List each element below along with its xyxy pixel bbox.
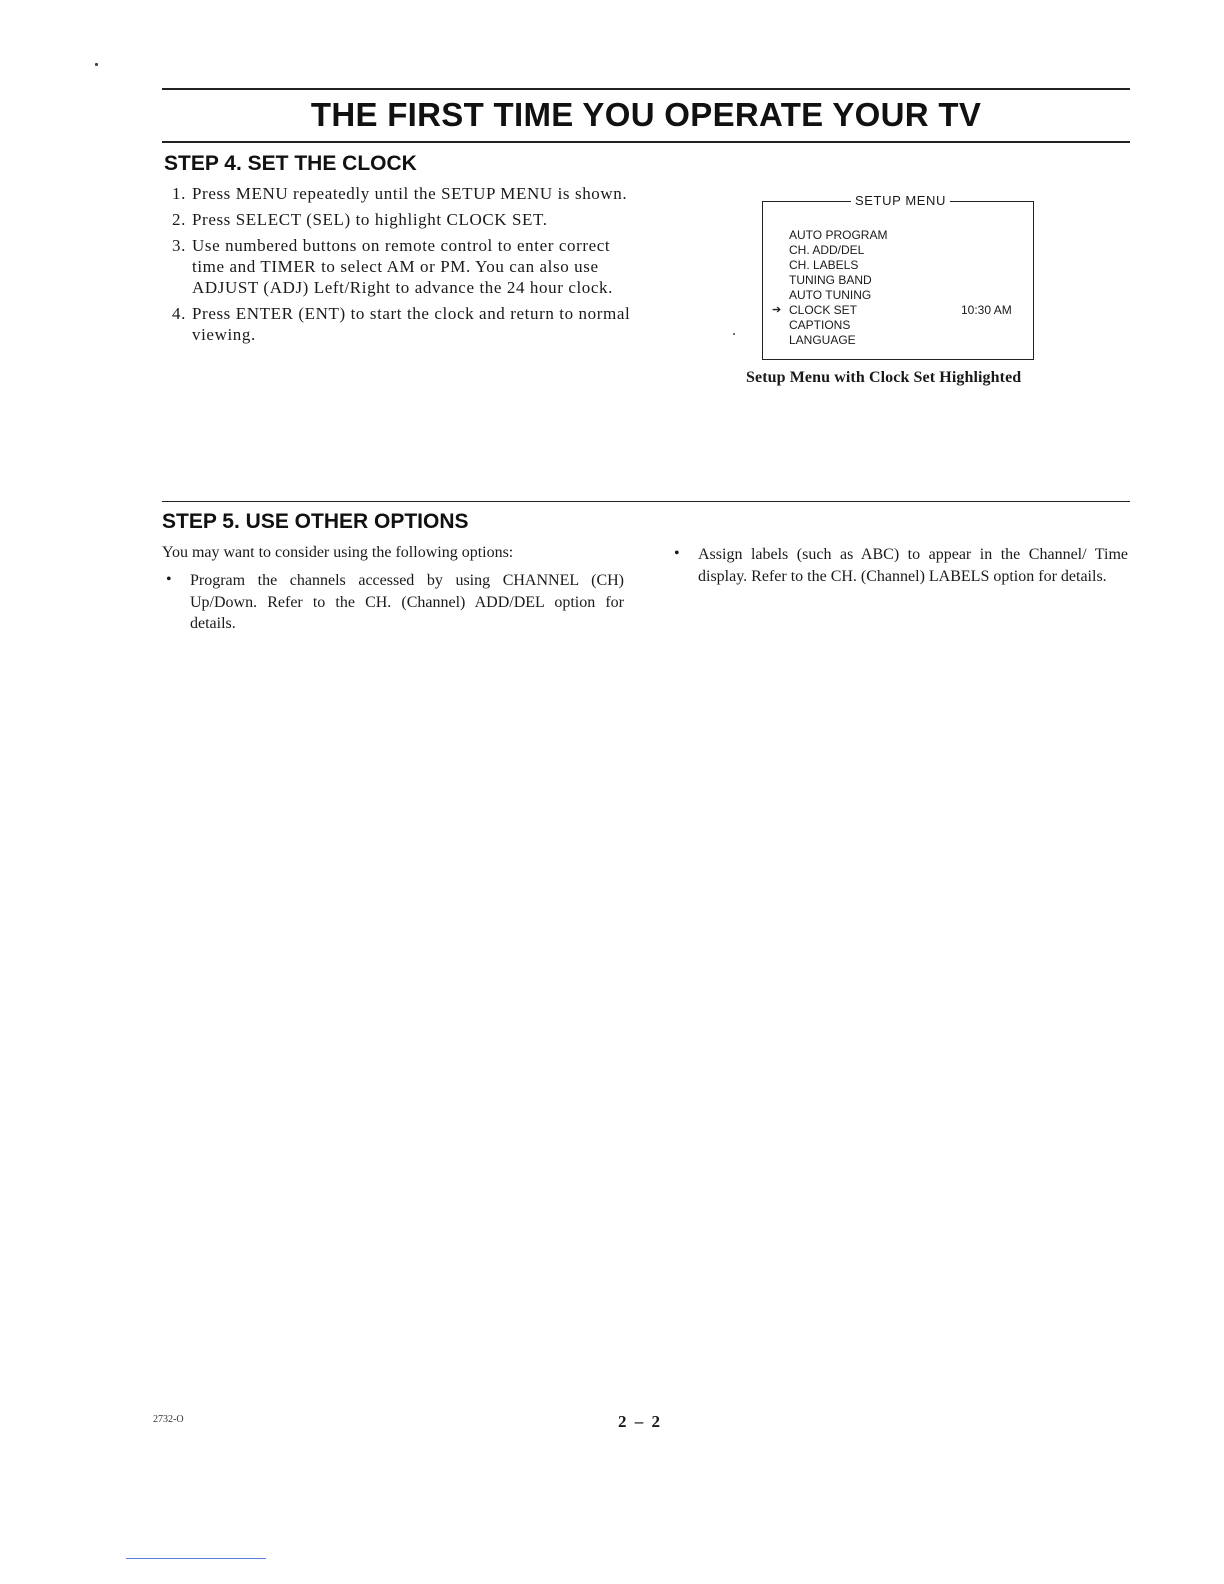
section-divider-rule <box>162 501 1130 502</box>
step5-right-bullets <box>670 544 1128 587</box>
step4-item-text: Use numbered buttons on remote control to enter correct time and TIMER to select AM or PM. You can also use ADJUST (ADJ) Left/Right to advance the 24 hour clock. <box>192 236 613 297</box>
clock-time-value: 10:30 AM <box>961 303 1012 317</box>
menu-item-label: CH. ADD/DEL <box>789 243 865 257</box>
footer-blue-line <box>126 1558 266 1559</box>
step4-item <box>172 303 632 345</box>
step5-heading: STEP 5. USE OTHER OPTIONS <box>162 510 469 533</box>
menu-item-label: AUTO PROGRAM <box>789 228 888 242</box>
bullet-text: Assign labels (such as ABC) to appear in the Channel/ Time display. Refer to the CH. (Channel) LABELS option for details. <box>698 546 1128 585</box>
step4-item <box>172 235 632 298</box>
menu-item-ch-labels <box>789 258 1029 273</box>
menu-item-auto-tuning <box>789 288 1029 303</box>
bullet-item <box>670 544 1128 587</box>
bullet-text: Program the channels accessed by using CHANNEL (CH) Up/Down. Refer to the CH. (Channel) ADD/DEL option for details. <box>190 572 624 632</box>
step4-item-number: 3. <box>172 236 186 255</box>
scan-speck <box>733 333 735 335</box>
menu-item-label: CLOCK SET <box>789 303 858 317</box>
scan-speck <box>95 63 98 66</box>
figure-caption: Setup Menu with Clock Set Highlighted <box>746 369 1022 386</box>
step4-item-number: 1. <box>172 184 186 203</box>
setup-menu-illustration <box>762 193 1034 360</box>
menu-item-language <box>789 333 1029 348</box>
bullet-item <box>162 570 624 635</box>
menu-item-label: LANGUAGE <box>789 333 856 347</box>
menu-item-captions <box>789 318 1029 333</box>
step4-heading: STEP 4. SET THE CLOCK <box>164 152 417 175</box>
step5-left-bullets <box>162 570 624 635</box>
step4-item <box>172 209 632 230</box>
bullet-icon: • <box>166 571 172 588</box>
page-title: THE FIRST TIME YOU OPERATE YOUR TV <box>310 96 982 133</box>
menu-item-ch-add-del <box>789 243 1029 258</box>
menu-item-label: CAPTIONS <box>789 318 851 332</box>
setup-menu-title: SETUP MENU <box>851 193 950 208</box>
menu-item-label: CH. LABELS <box>789 258 859 272</box>
menu-item-label: AUTO TUNING <box>789 288 872 302</box>
step4-item-text: Press ENTER (ENT) to start the clock and return to normal viewing. <box>192 304 631 344</box>
title-underline-rule <box>162 141 1130 143</box>
step4-instructions <box>172 183 632 350</box>
step5-intro: You may want to consider using the following options: <box>162 544 514 561</box>
step4-item-number: 4. <box>172 304 186 323</box>
step4-item <box>172 183 632 204</box>
document-code: 2732-O <box>153 1414 184 1425</box>
bullet-icon: • <box>674 545 680 562</box>
setup-menu-list <box>772 228 1029 348</box>
step4-item-text: Press MENU repeatedly until the SETUP MENU is shown. <box>192 184 628 203</box>
menu-item-clock-set <box>772 303 1029 318</box>
step4-item-number: 2. <box>172 210 186 229</box>
top-rule <box>162 88 1130 90</box>
page-number: 2 – 2 <box>618 1412 662 1431</box>
step4-item-text: Press SELECT (SEL) to highlight CLOCK SET. <box>192 210 548 229</box>
menu-item-label: TUNING BAND <box>789 273 872 287</box>
selection-arrow-icon: ➔ <box>772 304 782 316</box>
menu-item-tuning-band <box>789 273 1029 288</box>
menu-item-auto-program <box>789 228 1029 243</box>
